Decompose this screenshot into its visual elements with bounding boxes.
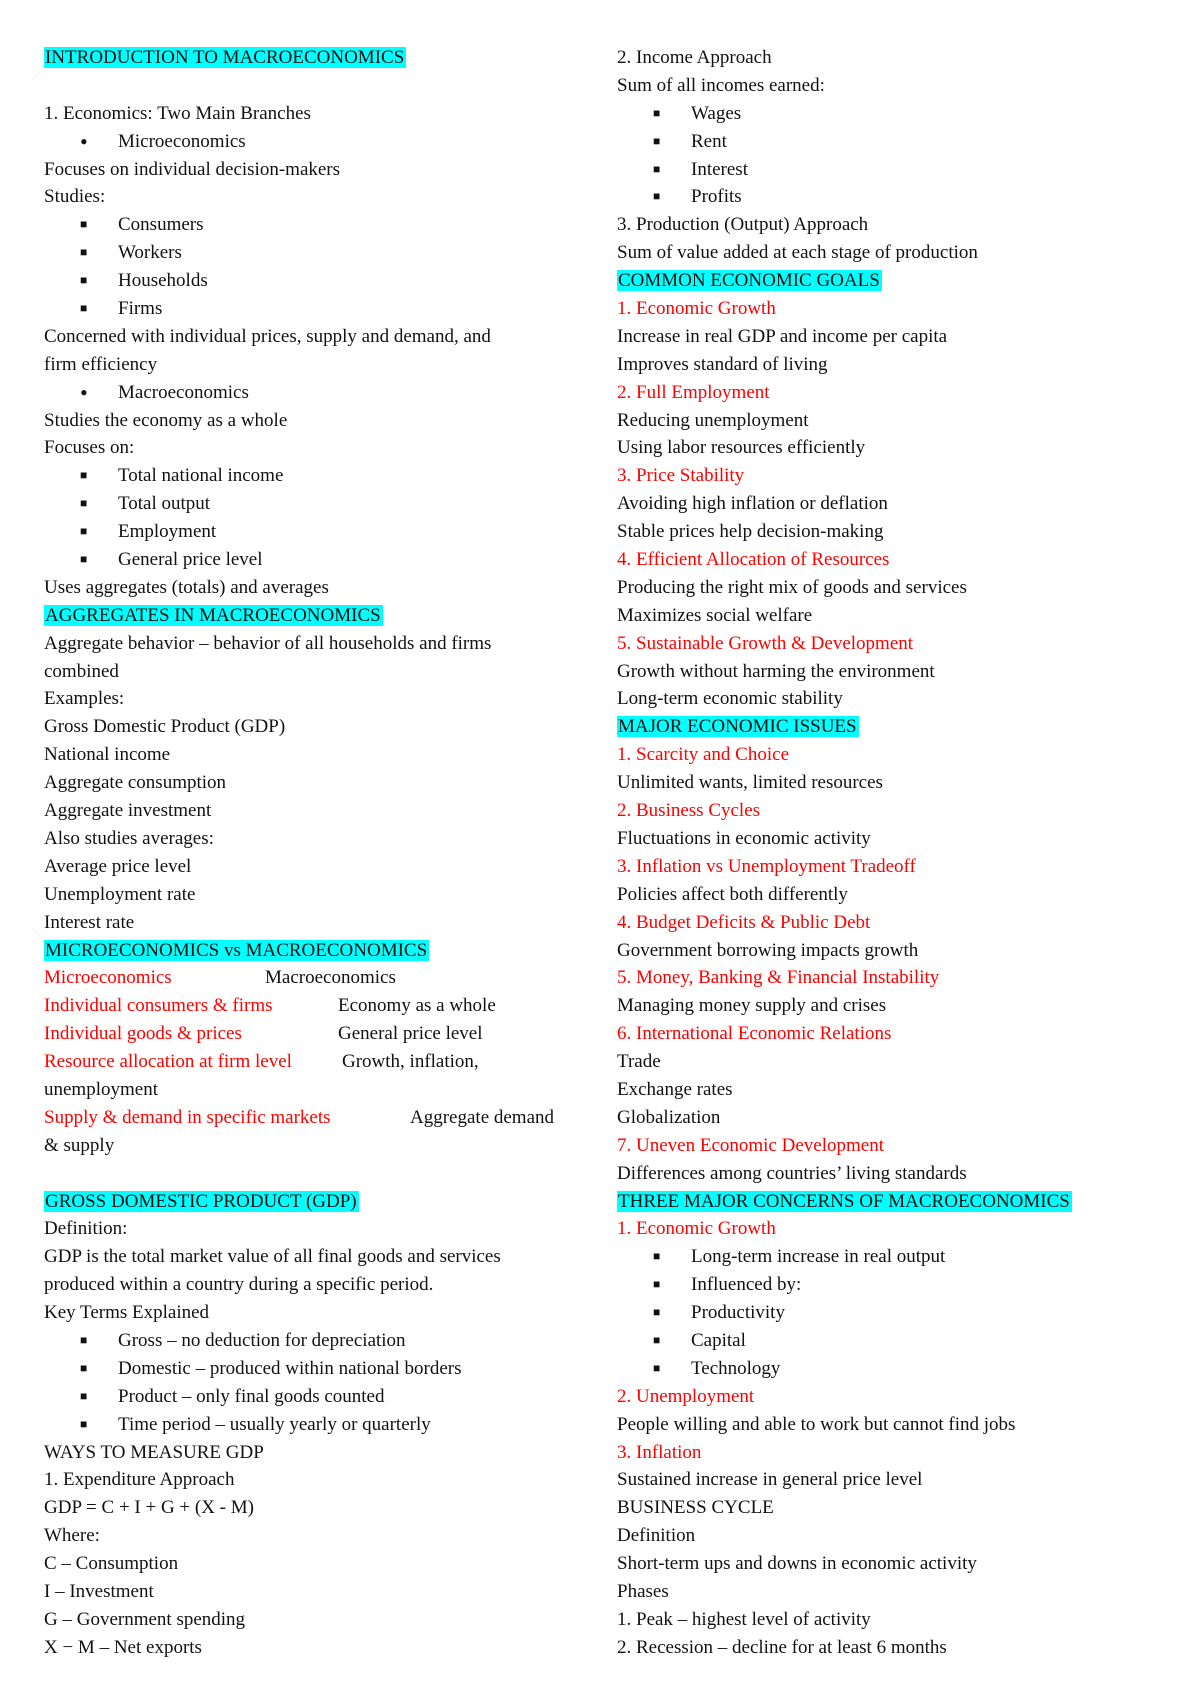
gdp-def-line2: produced within a country during a specific period.	[44, 1274, 434, 1296]
spacer	[44, 1160, 589, 1188]
issue-title: 2. Business Cycles	[617, 800, 761, 822]
vs-row	[44, 1104, 589, 1132]
goal-line: Maximizes social welfare	[617, 604, 813, 626]
bc-def: Short-term ups and downs in economic activity	[617, 1553, 977, 1575]
income-item	[617, 183, 1182, 211]
concern-item-text: Technology	[691, 1357, 781, 1379]
vs-row	[44, 992, 589, 1020]
vs-micro-cell: Individual consumers & firms	[44, 995, 273, 1017]
exp-term: X − M – Net exports	[44, 1636, 202, 1658]
gdp-term-text: Time period – usually yearly or quarterly	[118, 1413, 431, 1435]
agg-item: Gross Domestic Product (GDP)	[44, 716, 286, 738]
gdp-terms-label: Key Terms Explained	[44, 1302, 210, 1324]
agg-heading: AGGREGATES IN MACROECONOMICS	[45, 604, 381, 626]
agg-item: Aggregate investment	[44, 800, 212, 822]
macro-focus: Focuses on:	[44, 437, 135, 459]
square-bullet-icon: ■	[80, 1388, 88, 1403]
vs-macro-cell: Economy as a whole	[338, 995, 496, 1017]
exp-where: Where:	[44, 1525, 100, 1547]
micro-bullet	[44, 128, 589, 156]
bc-phase-item: 1. Peak – highest level of activity	[617, 1608, 871, 1630]
intro-heading-line	[44, 44, 589, 72]
goal-line: Increase in real GDP and income per capita	[617, 325, 948, 347]
vs-macro-cell: Growth, inflation,	[342, 1051, 479, 1073]
prod-approach: 3. Production (Output) Approach	[617, 214, 869, 236]
goal-line: Improves standard of living	[617, 353, 828, 375]
vs-macro-label: Macroeconomics	[265, 967, 396, 989]
income-item-text: Interest	[691, 158, 748, 180]
issue-title: 4. Budget Deficits & Public Debt	[617, 911, 871, 933]
goal-line: Reducing unemployment	[617, 409, 809, 431]
issues-heading: MAJOR ECONOMIC ISSUES	[618, 716, 857, 738]
issue-line: Unlimited wants, limited resources	[617, 772, 883, 794]
square-bullet-icon: ■	[80, 217, 88, 232]
macro-bullet-text: Macroeconomics	[118, 381, 249, 403]
macro-item-text: General price level	[118, 549, 263, 571]
macro-item	[44, 490, 589, 518]
income-approach: 2. Income Approach	[617, 47, 772, 68]
micro-studies: Studies:	[44, 186, 106, 208]
concerns-heading: THREE MAJOR CONCERNS OF MACROECONOMICS	[618, 1190, 1070, 1212]
square-bullet-icon: ■	[653, 161, 661, 176]
micro-item	[44, 295, 589, 323]
gdp-term-item	[44, 1383, 589, 1411]
bc-def-label: Definition	[617, 1525, 696, 1547]
gdp-heading: GROSS DOMESTIC PRODUCT (GDP)	[45, 1190, 357, 1212]
vs-heading-line	[44, 937, 589, 965]
square-bullet-icon: ■	[80, 552, 88, 567]
vs-macro-cell: Aggregate demand	[410, 1106, 555, 1128]
goal-line: Using labor resources efficiently	[617, 437, 866, 459]
vs-micro-cell: Individual goods & prices	[44, 1023, 242, 1045]
concern-desc: Sustained increase in general price level	[617, 1469, 923, 1491]
vs-macro-cell: General price level	[338, 1023, 483, 1045]
agg-def-line1: Aggregate behavior – behavior of all households and firms	[44, 632, 492, 654]
square-bullet-icon: ■	[80, 301, 88, 316]
goals-heading-line	[617, 267, 1182, 295]
income-item-text: Profits	[691, 186, 742, 208]
square-bullet-icon: ■	[80, 468, 88, 483]
concern-title: 3. Inflation	[617, 1441, 702, 1463]
micro-item-text: Households	[118, 270, 208, 292]
concern-title: 2. Unemployment	[617, 1385, 755, 1407]
square-bullet-icon: ■	[653, 1305, 661, 1320]
macro-uses: Uses aggregates (totals) and averages	[44, 576, 329, 598]
gdp-term-text: Domestic – produced within national borders	[118, 1357, 462, 1379]
vs-row	[44, 1048, 589, 1076]
square-bullet-icon: ■	[653, 1332, 661, 1347]
micro-concern-line2: firm efficiency	[44, 353, 158, 375]
issue-line: Exchange rates	[617, 1078, 733, 1100]
gdp-heading-line	[44, 1188, 589, 1216]
goal-line: Producing the right mix of goods and services	[617, 576, 967, 598]
income-item	[617, 128, 1182, 156]
concern-item	[617, 1271, 1182, 1299]
agg-def-line2: combined	[44, 660, 119, 682]
concern-item-text: Capital	[691, 1329, 746, 1351]
concern-item	[617, 1327, 1182, 1355]
gdp-term-text: Product – only final goods counted	[118, 1385, 385, 1407]
intro-heading: INTRODUCTION TO MACROECONOMICS	[45, 47, 405, 68]
square-bullet-icon: ■	[80, 1332, 88, 1347]
goal-line: Avoiding high inflation or deflation	[617, 493, 888, 515]
agg-item: Aggregate consumption	[44, 772, 227, 794]
spacer	[44, 72, 589, 100]
concern-item-text: Influenced by:	[691, 1274, 802, 1296]
agg-item: Average price level	[44, 855, 192, 877]
micro-item	[44, 211, 589, 239]
issue-title: 7. Uneven Economic Development	[617, 1134, 884, 1156]
issue-line: Fluctuations in economic activity	[617, 827, 871, 849]
issue-line: Government borrowing impacts growth	[617, 939, 919, 961]
vs-row-cont: unemployment	[44, 1078, 158, 1100]
concerns-heading-line	[617, 1188, 1182, 1216]
concern-item-text: Long-term increase in real output	[691, 1246, 946, 1268]
vs-row-cont: & supply	[44, 1134, 115, 1156]
concern-title: 1. Economic Growth	[617, 1218, 776, 1240]
left-column	[44, 44, 589, 1662]
income-item-text: Wages	[691, 102, 742, 124]
agg-item: National income	[44, 744, 171, 766]
concern-item-text: Productivity	[691, 1302, 785, 1324]
vs-heading: MICROECONOMICS vs MACROECONOMICS	[45, 939, 428, 961]
macro-item	[44, 462, 589, 490]
square-bullet-icon: ■	[653, 1360, 661, 1375]
square-bullet-icon: ■	[653, 105, 661, 120]
square-bullet-icon: ■	[80, 496, 88, 511]
bc-phases: Phases	[617, 1580, 669, 1602]
bc-heading: BUSINESS CYCLE	[617, 1497, 774, 1519]
bullet-dot-icon: •	[80, 379, 88, 405]
vs-micro-cell: Supply & demand in specific markets	[44, 1106, 331, 1128]
income-item-text: Rent	[691, 130, 727, 152]
macro-item-text: Total output	[118, 493, 211, 515]
goal-line: Growth without harming the environment	[617, 660, 935, 682]
vs-row-labels	[44, 964, 589, 992]
agg-item: Also studies averages:	[44, 827, 214, 849]
issue-title: 1. Scarcity and Choice	[617, 744, 790, 766]
goal-title: 4. Efficient Allocation of Resources	[617, 549, 890, 571]
square-bullet-icon: ■	[653, 189, 661, 204]
right-column	[617, 44, 1182, 1662]
agg-item: Unemployment rate	[44, 883, 196, 905]
square-bullet-icon: ■	[80, 245, 88, 260]
bc-phase-item: 2. Recession – decline for at least 6 months	[617, 1636, 947, 1658]
gdp-def-line1: GDP is the total market value of all final goods and services	[44, 1246, 501, 1268]
macro-bullet	[44, 379, 589, 407]
micro-item-text: Workers	[118, 242, 182, 264]
macro-item	[44, 518, 589, 546]
macro-item-text: Total national income	[118, 465, 284, 487]
issues-heading-line	[617, 713, 1182, 741]
concern-desc: People willing and able to work but cannot find jobs	[617, 1413, 1016, 1435]
goal-title: 2. Full Employment	[617, 381, 770, 403]
micro-item-text: Firms	[118, 298, 163, 320]
agg-examples: Examples:	[44, 688, 125, 710]
prod-desc: Sum of value added at each stage of production	[617, 242, 978, 264]
bullet-dot-icon: •	[80, 128, 88, 154]
gdp-term-item	[44, 1355, 589, 1383]
issue-line: Globalization	[617, 1106, 721, 1128]
ways-heading: WAYS TO MEASURE GDP	[44, 1441, 264, 1463]
macro-item	[44, 546, 589, 574]
issue-title: 6. International Economic Relations	[617, 1023, 892, 1045]
issue-title: 5. Money, Banking & Financial Instability	[617, 967, 940, 989]
gdp-term-item	[44, 1327, 589, 1355]
vs-micro-cell: Resource allocation at firm level	[44, 1051, 292, 1073]
macro-studies: Studies the economy as a whole	[44, 409, 288, 431]
gdp-term-item	[44, 1411, 589, 1439]
goal-title: 1. Economic Growth	[617, 298, 776, 320]
square-bullet-icon: ■	[653, 133, 661, 148]
gdp-def-label: Definition:	[44, 1218, 128, 1240]
issue-line: Managing money supply and crises	[617, 995, 887, 1017]
goals-heading: COMMON ECONOMIC GOALS	[618, 270, 880, 292]
micro-item	[44, 267, 589, 295]
square-bullet-icon: ■	[80, 1360, 88, 1375]
concern-item	[617, 1299, 1182, 1327]
micro-concern-line1: Concerned with individual prices, supply and demand, and	[44, 325, 491, 347]
goal-line: Long-term economic stability	[617, 688, 843, 710]
micro-item	[44, 239, 589, 267]
macro-item-text: Employment	[118, 521, 217, 543]
goal-title: 3. Price Stability	[617, 465, 745, 487]
exp-term: I – Investment	[44, 1580, 154, 1602]
income-sum: Sum of all incomes earned:	[617, 74, 825, 96]
exp-term: C – Consumption	[44, 1553, 179, 1575]
agg-heading-line	[44, 602, 589, 630]
goal-title: 5. Sustainable Growth & Development	[617, 632, 914, 654]
micro-item-text: Consumers	[118, 214, 204, 236]
micro-focus: Focuses on individual decision-makers	[44, 158, 341, 180]
issue-title: 3. Inflation vs Unemployment Tradeoff	[617, 855, 916, 877]
micro-bullet-text: Microeconomics	[118, 130, 246, 152]
exp-formula: GDP = C + I + G + (X - M)	[44, 1497, 254, 1519]
concern-item	[617, 1355, 1182, 1383]
exp-approach: 1. Expenditure Approach	[44, 1469, 235, 1491]
square-bullet-icon: ■	[80, 1416, 88, 1431]
exp-term: G – Government spending	[44, 1608, 246, 1630]
agg-item: Interest rate	[44, 911, 135, 933]
square-bullet-icon: ■	[80, 273, 88, 288]
vs-micro-label: Microeconomics	[44, 967, 172, 989]
issue-line: Policies affect both differently	[617, 883, 848, 905]
branches-heading: 1. Economics: Two Main Branches	[44, 102, 311, 124]
concern-item	[617, 1243, 1182, 1271]
square-bullet-icon: ■	[80, 524, 88, 539]
income-item	[617, 100, 1182, 128]
issue-line: Differences among countries’ living standards	[617, 1162, 967, 1184]
square-bullet-icon: ■	[653, 1249, 661, 1264]
gdp-term-text: Gross – no deduction for depreciation	[118, 1329, 406, 1351]
income-item	[617, 156, 1182, 184]
vs-row	[44, 1020, 589, 1048]
issue-line: Trade	[617, 1051, 661, 1073]
goal-line: Stable prices help decision-making	[617, 521, 884, 543]
square-bullet-icon: ■	[653, 1277, 661, 1292]
